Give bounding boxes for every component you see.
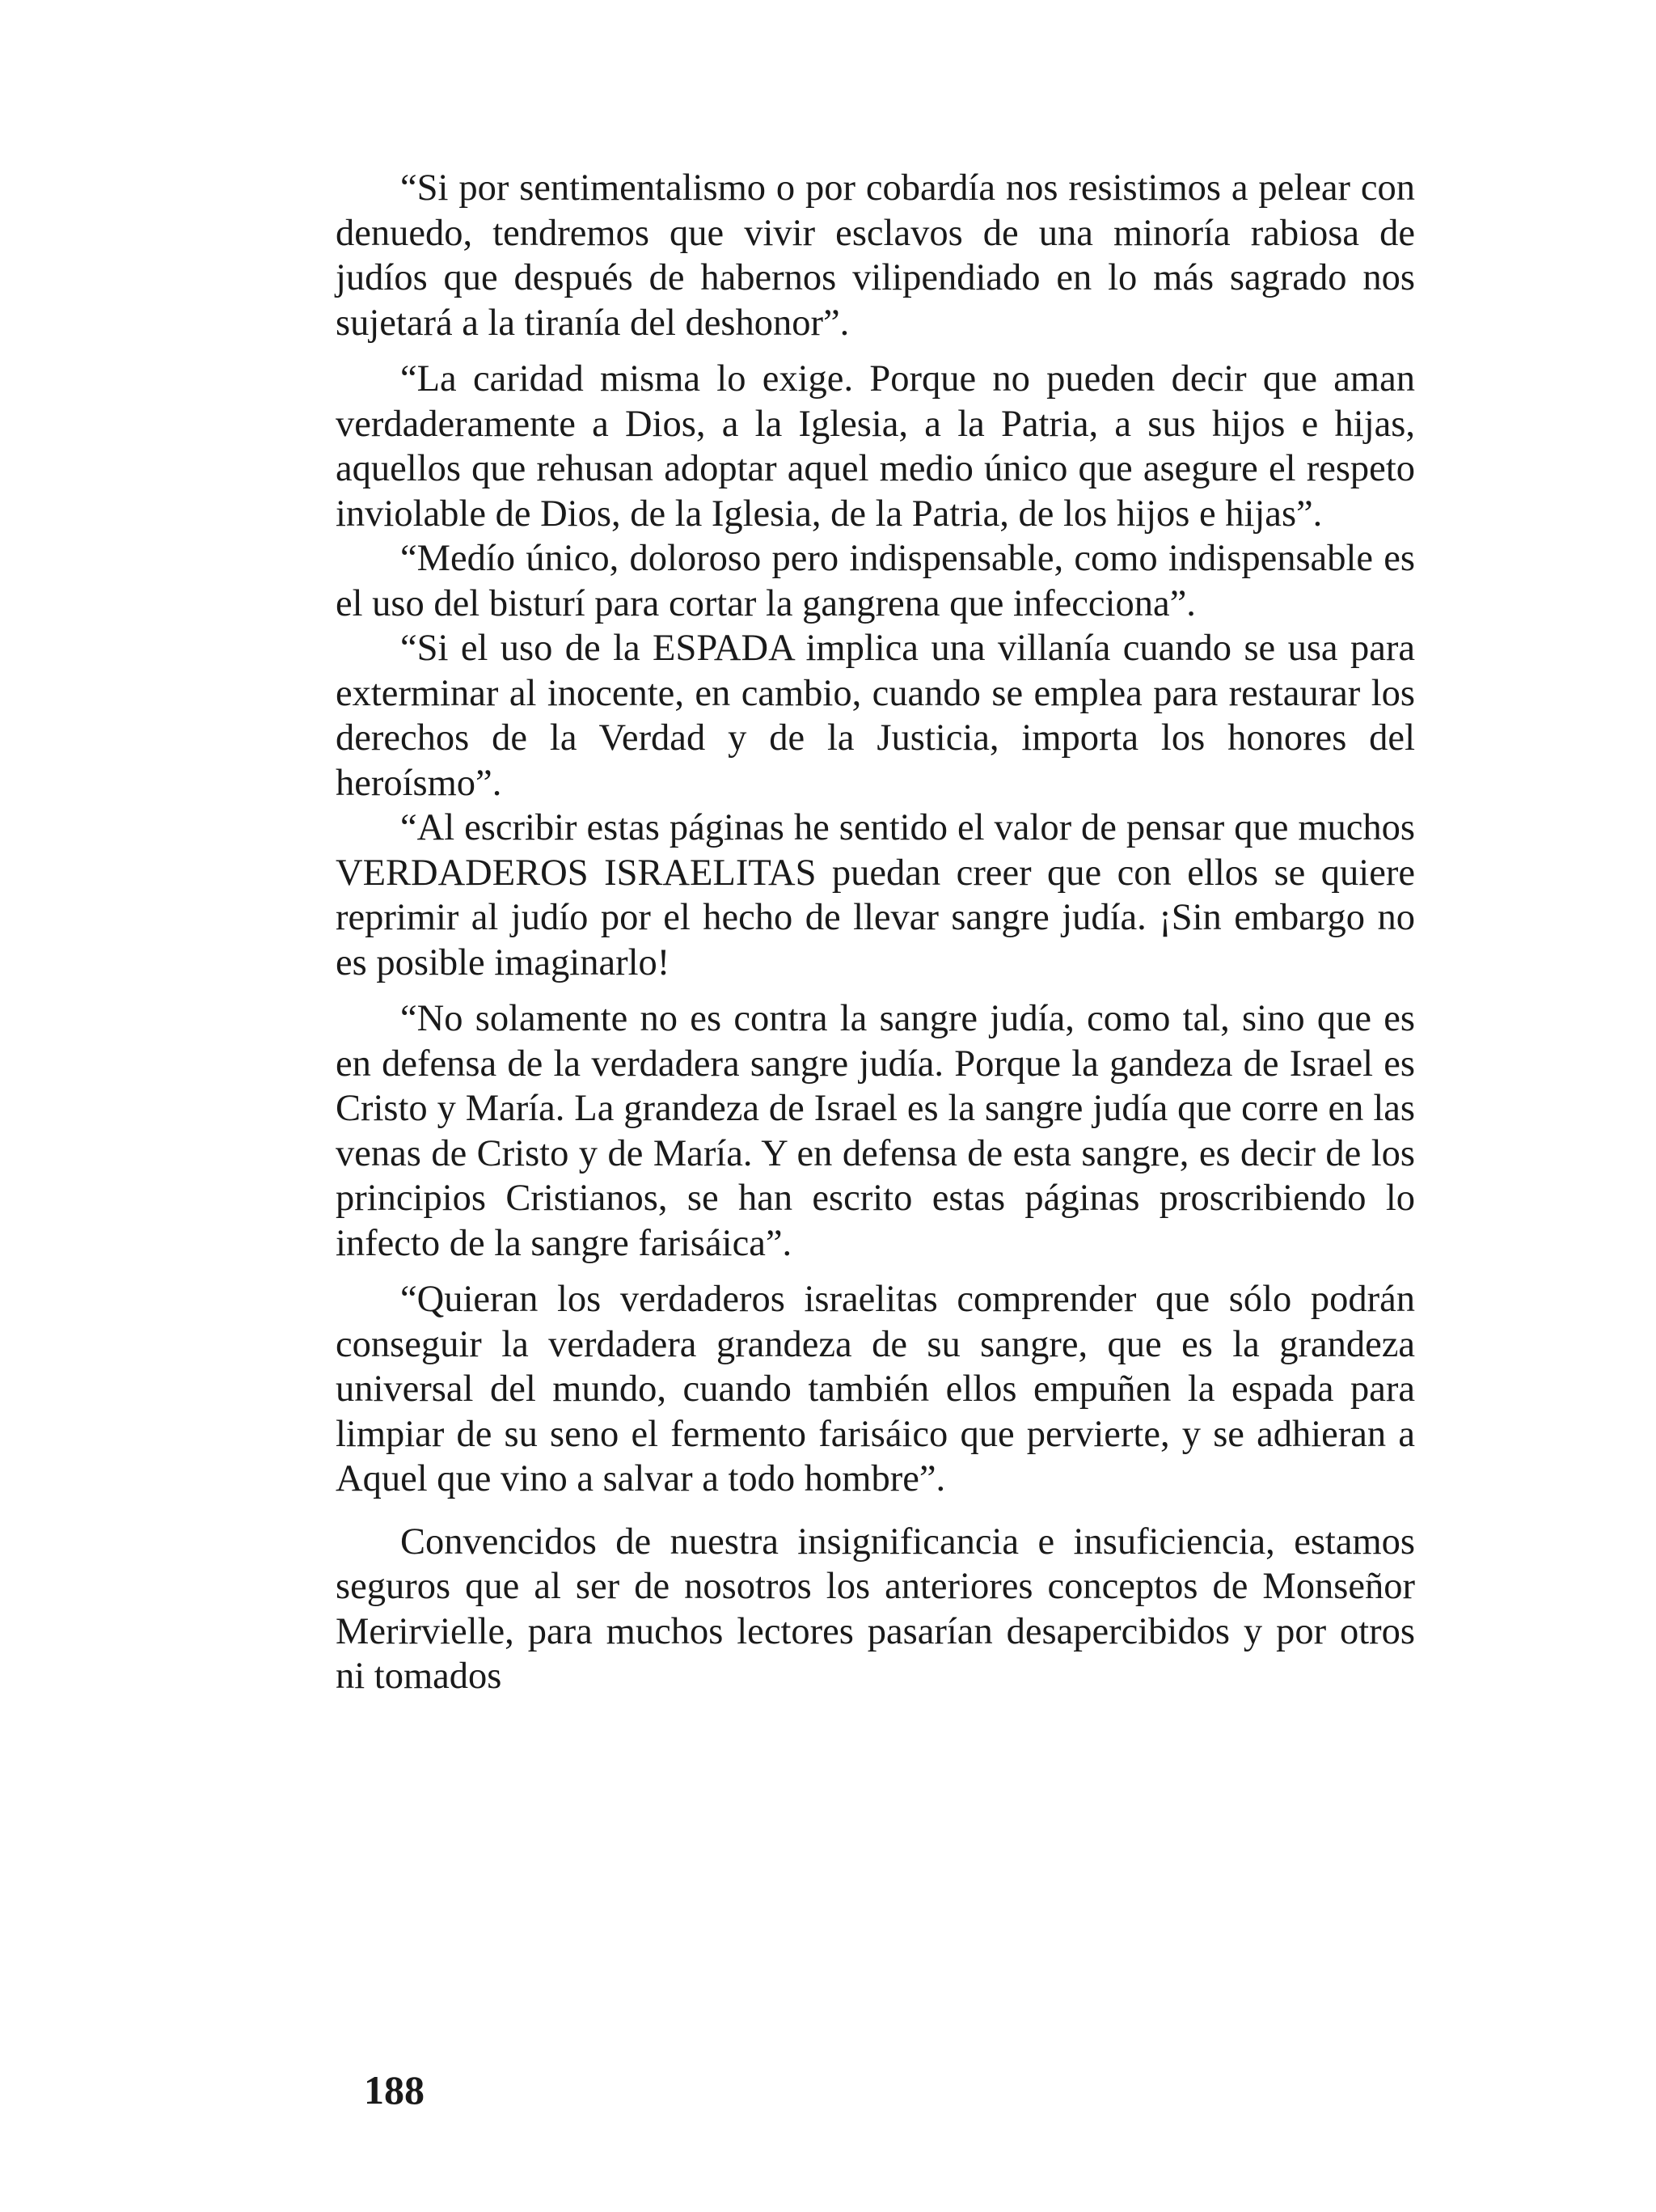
paragraph-3: “Medío único, doloroso pero indispensable, como indispensable es el uso del bisturí para cortar la gangrena que infecciona”. (336, 538, 1415, 624)
paragraph-7: “Quieran los verdaderos israelitas comprender que sólo podrán conseguir la verdadera grandeza de su sangre, que es la grandeza universal del mundo, cuando también ellos empuñen la espada para limpiar de su seno el fermento farisáico que pervierte, y se adhieran a Aquel que vino a salvar a todo hombre”. (336, 1279, 1415, 1499)
paragraph-4: “Si el uso de la ESPADA implica una villanía cuando se usa para exterminar al inocente, en cambio, cuando se emplea para restaurar los derechos de la Verdad y de la Justicia, importa los honores del heroísmo”. (336, 628, 1415, 804)
body-text (336, 166, 1415, 1699)
paragraph-2: “La caridad misma lo exige. Porque no pueden decir que aman verdaderamente a Dios, a la Iglesia, a la Patria, a sus hijos e hijas, aquellos que rehusan adoptar aquel medio único que asegure el respeto inviolable de Dios, de la Iglesia, de la Patria, de los hijos e hijas”. (336, 358, 1415, 535)
page-number: 188 (364, 2067, 425, 2113)
paragraph-5: “Al escribir estas páginas he sentido el valor de pensar que muchos VERDADEROS ISRAELITAS puedan creer que con ellos se quiere reprimir al judío por el hecho de llevar sangre judía. ¡Sin embargo no es posible imaginarlo! (336, 807, 1415, 983)
paragraph-8: Convencidos de nuestra insignificancia e insuficiencia, estamos seguros que al ser de nosotros los anteriores conceptos de Monseñor Merirvielle, para muchos lectores pasarían desapercibidos y por otros ni tomados (336, 1520, 1415, 1697)
paragraph-1: “Si por sentimentalismo o por cobardía nos resistimos a pelear con denuedo, tendremos que vivir esclavos de una minoría rabiosa de judíos que después de habernos vilipendiado en lo más sagrado nos sujetará a la tiranía del deshonor”. (336, 167, 1415, 344)
paragraph-6: “No solamente no es contra la sangre judía, como tal, sino que es en defensa de la verdadera sangre judía. Porque la gandeza de Israel es Cristo y María. La grandeza de Israel es la sangre judía que corre en las venas de Cristo y de María. Y en defensa de esta sangre, es decir de los principios Cristianos, se han escrito estas páginas proscribiendo lo infecto de la sangre farisáica”. (336, 998, 1415, 1264)
